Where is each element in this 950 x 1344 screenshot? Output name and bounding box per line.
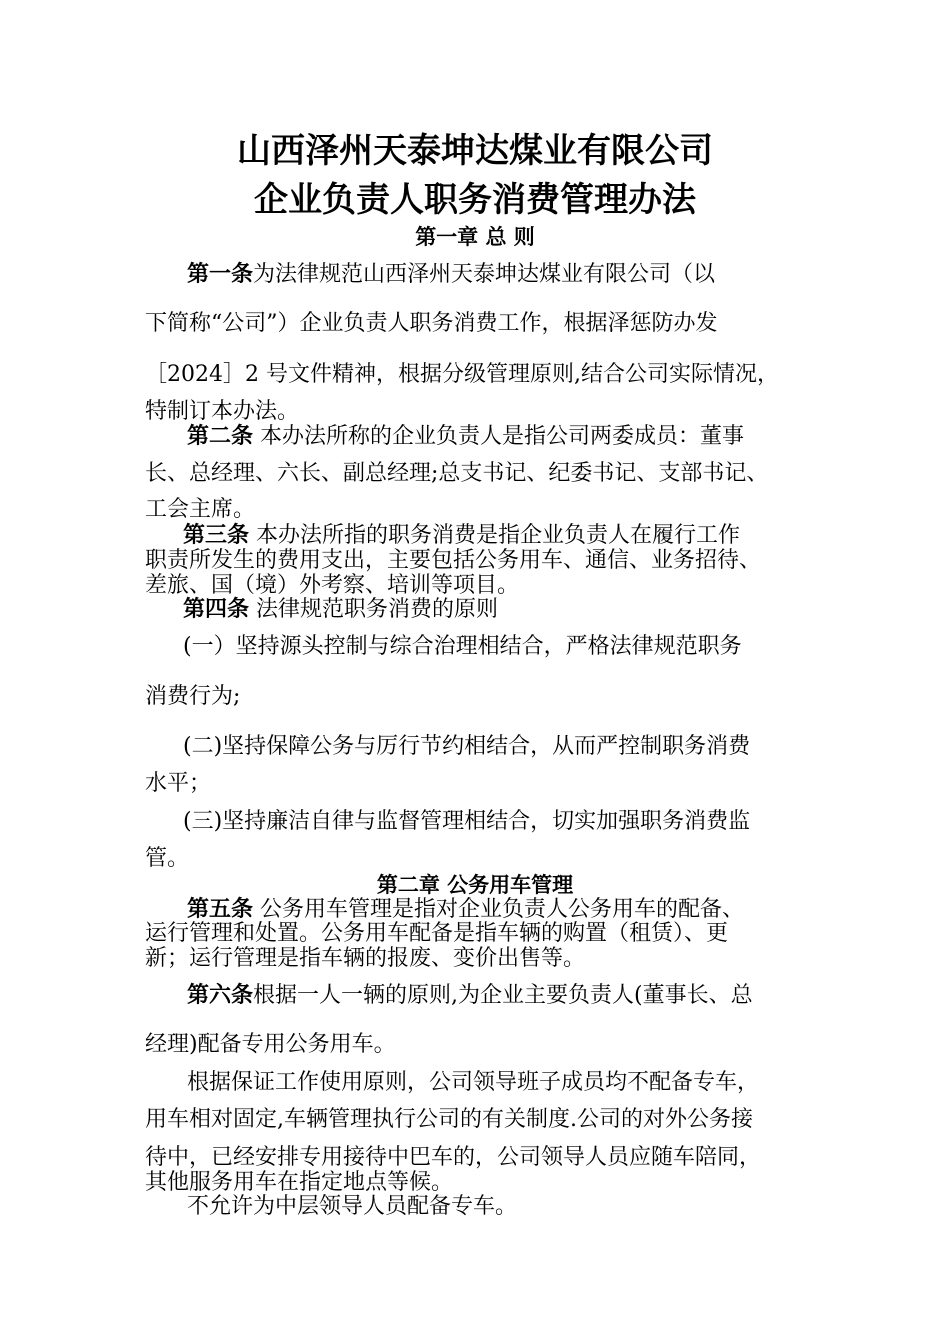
article6-label: 第六条 [187, 983, 254, 1008]
paragraph2-line1: 不允许为中层领导人员配备专车。 [187, 1194, 518, 1219]
principle3-line1: (三)坚持廉洁自律与监督管理相结合，切实加强职务消费监 [183, 809, 751, 834]
article1-line4: 特制订本办法。 [145, 399, 300, 424]
paragraph1-line2: 用车相对固定,车辆管理执行公司的有关制度.公司的对外公务接 [145, 1107, 753, 1132]
article6-text: 根据一人一辆的原则,为企业主要负责人(董事长、总 [253, 983, 753, 1008]
principle2-line1: (二)坚持保障公务与厉行节约相结合，从而严控制职务消费 [183, 734, 751, 759]
article2-line3: 工会主席。 [145, 497, 256, 522]
article3-line2: 职责所发生的费用支出，主要包括公务用车、通信、业务招待、 [145, 548, 762, 573]
article5-text: 公务用车管理是指对企业负责人公务用车的配备、 [253, 897, 745, 922]
document-title-line2: 企业负责人职务消费管理办法 [254, 180, 696, 220]
paragraph1-line4: 其他服务用车在指定地点等候。 [145, 1170, 454, 1195]
article1-label: 第一条 [187, 262, 254, 287]
principle2-line2: 水平； [145, 771, 212, 796]
article1-line3: ［2024］2 号文件精神，根据分级管理原则,结合公司实际情况， [145, 362, 779, 387]
article1-text: 为法律规范山西泽州天泰坤达煤业有限公司（以 [253, 262, 716, 287]
article6-line2: 经理)配备专用公务用车。 [145, 1032, 396, 1057]
principle3-line2: 管。 [145, 846, 190, 871]
document-title-line1: 山西泽州天泰坤达煤业有限公司 [237, 131, 713, 171]
paragraph1-line3: 待中，已经安排专用接待中巴车的，公司领导人员应随车陪同， [145, 1145, 762, 1170]
article2-line2: 长、总经理、六长、副总经理;总支书记、纪委书记、支部书记、 [145, 461, 769, 486]
article3-line3: 差旅、国（境）外考察、培训等项目。 [145, 573, 520, 598]
article5-label: 第五条 [187, 897, 254, 922]
article3-text: 本办法所指的职务消费是指企业负责人在履行工作 [249, 523, 741, 548]
article2-label: 第二条 [187, 424, 254, 449]
article5-line1 [187, 897, 744, 923]
article5-line2: 运行管理和处置。公务用车配备是指车辆的购置（租赁）、更 [145, 921, 729, 946]
chapter1-heading: 第一章 总 则 [415, 225, 535, 249]
principle1-line2: 消费行为; [145, 684, 241, 709]
article3-label: 第三条 [183, 523, 250, 548]
article4-label: 第四条 [183, 597, 250, 622]
article4-text: 法律规范职务消费的原则 [249, 597, 499, 622]
article1-line1 [187, 262, 715, 288]
paragraph1-line1: 根据保证工作使用原则，公司领导班子成员均不配备专车， [187, 1070, 760, 1095]
article2-line1 [187, 424, 744, 450]
article3-line1 [183, 523, 740, 549]
article5-line3: 新；运行管理是指车辆的报废、变价出售等。 [145, 946, 586, 971]
chapter2-heading: 第二章 公务用车管理 [376, 873, 574, 897]
article6-line1 [187, 983, 753, 1009]
article4-line1 [183, 597, 498, 623]
principle1-line1: (一）坚持源头控制与综合治理相结合，严格法律规范职务 [183, 634, 742, 659]
article2-text: 本办法所称的企业负责人是指公司两委成员：董事 [253, 424, 745, 449]
article1-line2: 下简称“公司”）企业负责人职务消费工作，根据泽惩防办发 [145, 311, 718, 336]
